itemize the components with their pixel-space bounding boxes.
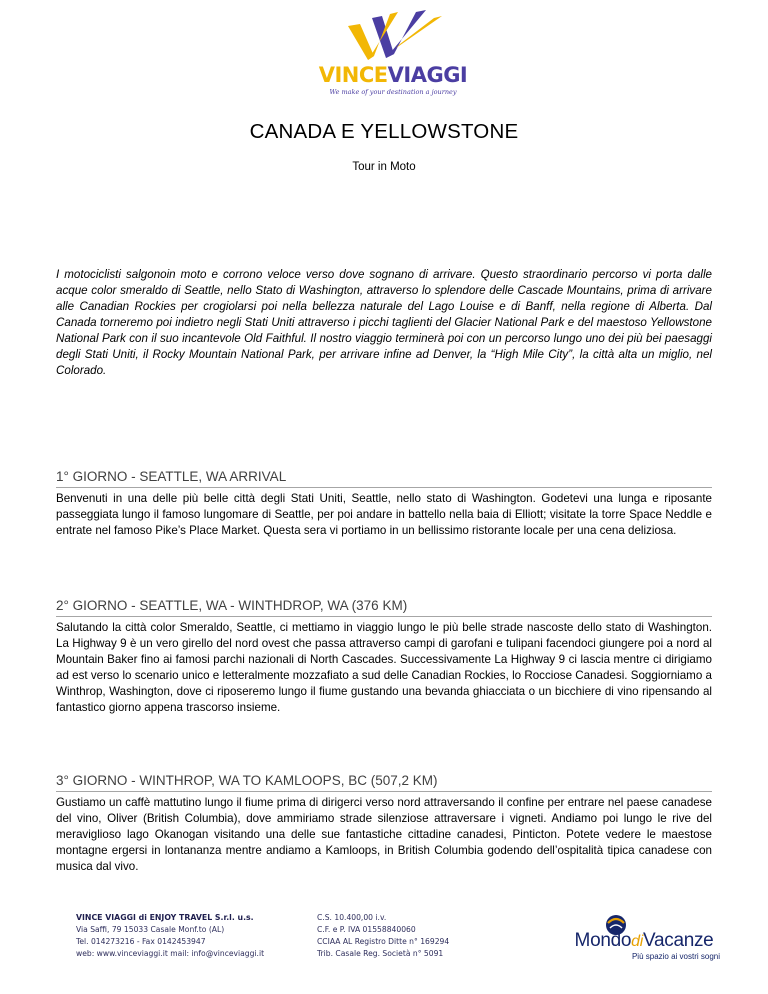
footer-phone: Tel. 014273216 - Fax 0142453947 xyxy=(76,937,206,946)
footer-capital: C.S. 10.400,00 i.v. xyxy=(317,913,387,922)
footer-web: web: www.vinceviaggi.it mail: info@vinceviaggi.it xyxy=(76,949,265,958)
document-subtitle: Tour in Moto xyxy=(352,161,416,173)
footer-address: Via Saffi, 79 15033 Casale Monf.to (AL) xyxy=(76,925,225,934)
day-1-section xyxy=(56,468,712,539)
document-title: CANADA E YELLOWSTONE xyxy=(249,120,519,143)
day-3-section xyxy=(56,772,712,875)
logo-tagline: We make of your destination a journey xyxy=(329,88,457,96)
logo-w-mark-icon xyxy=(338,8,448,64)
day-1-heading: 1° GIORNO - SEATTLE, WA ARRIVAL xyxy=(56,468,712,488)
intro-paragraph: I motociclisti salgonoin moto e corrono veloce verso dove sognano di arrivare. Questo straordinario percorso vi porta dalle acque color smeraldo di Seattle, nello Stato di Washington, attraverso lo splendore delle Cascade Mountains, prima di arrivare alle Canadian Rockies per crogiolarsi poi nella bellezza naturale del Lago Louise e di Banff, nella regione di Alberta. Dal Canada torneremo poi indietro negli Stati Uniti attraverso i picchi taglienti del Glacier National Park e del maestoso Yellowstone National Park con il suo incantevole Old Faithful. Il nostro viaggio terminerà poi con un percorso lungo uno dei più bei paesaggi degli Stati Uniti, il Rocky Mountain National Park, per arrivare infine ad Denver, la “High Mile City”, la città alta un miglio, nel Colorado. xyxy=(56,268,712,377)
mondo-wordmark: MondodiVacanze xyxy=(574,930,714,951)
footer-company-info xyxy=(76,912,264,960)
footer-court: Trib. Casale Reg. Società n° 5091 xyxy=(317,949,444,958)
mondo-tagline: Più spazio ai vostri sogni xyxy=(631,952,720,961)
footer-vat: C.F. e P. IVA 01558840060 xyxy=(317,925,416,934)
footer-legal-info xyxy=(317,912,449,960)
footer-company-name: VINCE VIAGGI di ENJOY TRAVEL S.r.l. u.s. xyxy=(76,913,254,922)
logo-wordmark: VINCEVIAGGI xyxy=(318,63,468,87)
day-1-text: Benvenuti in una delle più belle città degli Stati Uniti, Seattle, nello stato di Washington. Godetevi una lunga e riposante passeggiata lungo il famoso lungomare di Seattle, per poi andare in battello nella baia di Elliott; visitate la torre Space Neddle e entrate nel famoso Pike’s Place Market. Questa sera vi portiamo in un bellissimo ristorante locale per una cena deliziosa. xyxy=(56,492,712,537)
day-3-heading: 3° GIORNO - WINTHROP, WA TO KAMLOOPS, BC (507,2 KM) xyxy=(56,772,712,792)
day-3-text: Gustiamo un caffè mattutino lungo il fiume prima di dirigerci verso nord attraversando il confine per entrare nel paese canadese del vino, Oliver (British Columbia), dove ammiriamo strade silenziose attraversare i vigneti. Andiamo poi lungo le rive del meraviglioso lago Okanogan visitando una delle sue fantastiche cittadine canadesi, Pinticton. Potete vedere le maestose montagne ergersi in lontananza mentre andiamo a Kamloops, in British Columbia godendo dell’ospitalità tipica canadese con musica dal vivo. xyxy=(56,796,712,873)
footer-registry: CCIAA AL Registro Ditte n° 169294 xyxy=(317,937,450,946)
mondo-di-vacanze-logo xyxy=(556,910,732,970)
vinceviaggi-logo xyxy=(318,8,468,100)
day-2-heading: 2° GIORNO - SEATTLE, WA - WINTHDROP, WA (376 KM) xyxy=(56,597,712,617)
day-2-section xyxy=(56,597,712,716)
day-2-text: Salutando la città color Smeraldo, Seattle, ci mettiamo in viaggio lungo le più belle strade nascoste dello stato di Washington. La Highway 9 è un vero girello del nord ovest che passa attraverso campi di garofani e tulipani facendoci giungere poi a nord al Mountain Baker fino ai famosi parchi nazionali di North Cascades. Successivamente La Highway 9 ci lascia mentre ci dirigiamo ad est verso lo scenario unico e letteralmente mozzafiato a sud delle Canadian Rockies, lo Rocciose Canadesi. Soggiorniamo a Winthrop, Washington, dove ci riposeremo lungo il fiume gustando una bevanda ghiacciata o un bicchiere di vino ripensando al fantastico giorno appena trascorso insieme. xyxy=(56,621,712,714)
